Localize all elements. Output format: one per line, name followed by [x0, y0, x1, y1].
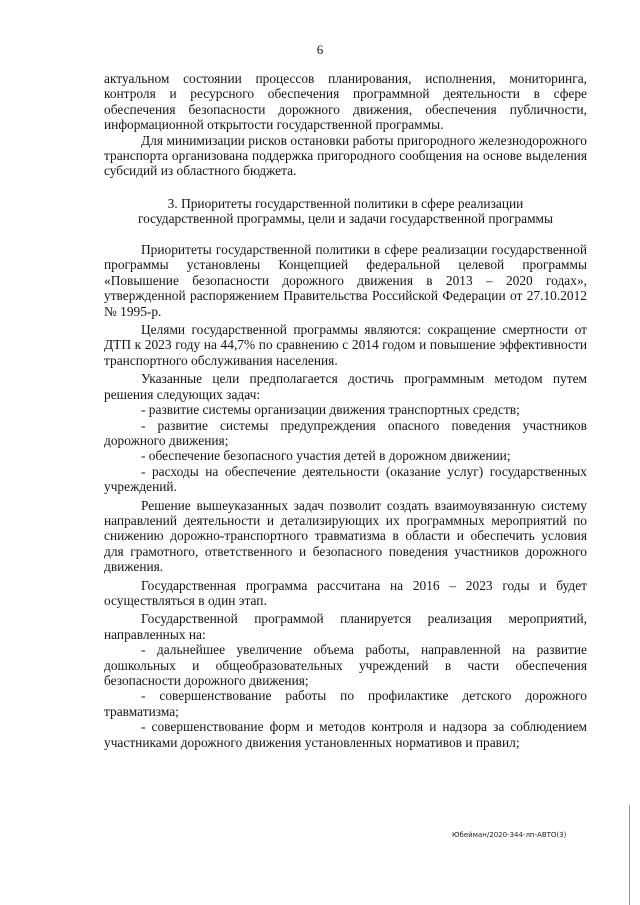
paragraph: Указанные цели предполагается достичь программным методом путем решения следующих задач:: [104, 371, 587, 402]
paragraph: Государственная программа рассчитана на 2016 – 2023 годы и будет осуществляться в один этап.: [104, 577, 587, 608]
paragraph: Для минимизации рисков остановки работы пригородного железнодорожного транспорта организована поддержка пригородного сообщения на основе выделения субсидий из областного бюджета.: [104, 132, 587, 179]
page-number: 6: [316, 42, 324, 57]
section-heading: [104, 196, 587, 227]
list-item: - совершенствование работы по профилактике детского дорожного травматизма;: [104, 688, 587, 719]
list-item: - расходы на обеспечение деятельности (оказание услуг) государственных учреждений.: [104, 463, 587, 495]
document-footer-code: Юбейман/2020-344-лп-АВТО(3): [452, 831, 567, 839]
scan-edge-line: [629, 805, 630, 905]
list-item: - развитие системы предупреждения опасного поведения участников дорожного движения;: [104, 417, 587, 448]
paragraph: Решение вышеуказанных задач позволит создать взаимоувязанную систему направлений деятельности и детализирующих их программных мероприятий по снижению дорожно-транспортного травматизма в области и обеспечить условия для грамотного, ответственного и безопасного поведения участников дорожного движения.: [104, 497, 587, 575]
section-heading-line: 3. Приоритеты государственной политики в сфере реализации: [167, 195, 524, 211]
paragraph: Приоритеты государственной политики в сфере реализации государственной программы установлены Концепцией федеральной целевой программы «Повышение безопасности дорожного движения в 2013 – 2020 годах», утвержденной распоряжением Правительства Российской Федерации от 27.10.2012 № 1995-р.: [104, 242, 587, 319]
paragraph: актуальном состоянии процессов планирования, исполнения, мониторинга, контроля и ресурсного обеспечения программной деятельности в сфере обеспечения безопасности дорожного движения, обеспечения публичности, информационной открытости государственной программы.: [104, 71, 587, 133]
list-item: - обеспечение безопасного участия детей в дорожном движении;: [141, 448, 511, 464]
list-item: - развитие системы организации движения транспортных средств;: [141, 402, 520, 418]
document-body: [104, 71, 587, 750]
list-item: - дальнейшее увеличение объема работы, направленной на развитие дошкольных и общеобразовательных учреждений в части обеспечения безопасности дорожного движения;: [104, 642, 587, 688]
list-item: - совершенствование форм и методов контроля и надзора за соблюдением участниками дорожного движения установленных нормативов и правил;: [104, 719, 587, 750]
paragraph: Целями государственной программы являются: сокращение смертности от ДТП к 2023 году на 44,7% по сравнению с 2014 годом и повышение эффективности транспортного обслуживания населения.: [104, 322, 587, 368]
paragraph: Государственной программой планируется реализация мероприятий, направленных на:: [104, 611, 587, 642]
section-heading-line: государственной программы, цели и задачи государственной программы: [137, 211, 554, 227]
